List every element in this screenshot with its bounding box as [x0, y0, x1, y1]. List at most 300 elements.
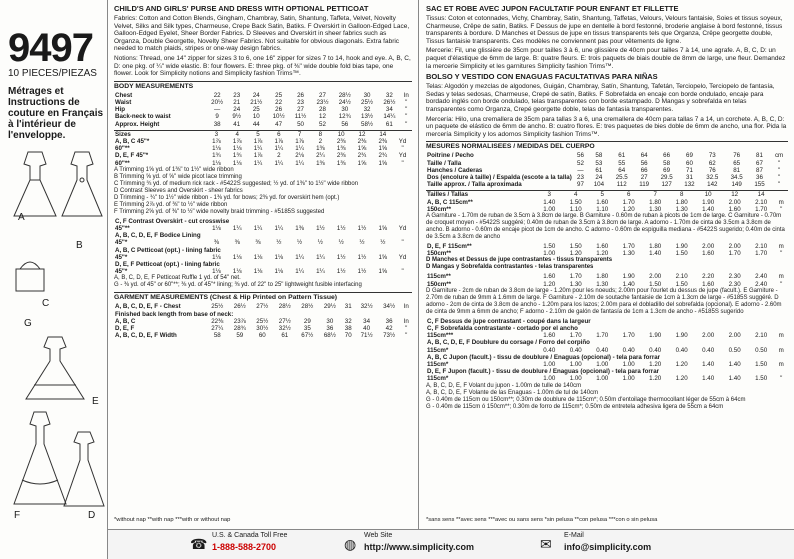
taille-cell: 4 [574, 191, 578, 199]
value-cell: 70 [344, 332, 352, 340]
value-cell: 1.20 [675, 375, 688, 383]
measurement-row [114, 332, 412, 339]
figure-label-b: B [76, 240, 83, 251]
value-cell: 1.70 [622, 198, 635, 206]
value-cell: 2¼ [316, 152, 325, 160]
taille-cell: 14 [757, 191, 765, 199]
value-cell: 68½ [323, 332, 336, 340]
mail-icon: ✉ [540, 536, 552, 552]
figure-label-f: F [14, 510, 21, 521]
measurement-row [114, 106, 412, 113]
measurement-row [426, 167, 788, 174]
d-manches-note: D Manches et Dessus de jupe contrastantes - tissus transparents [426, 257, 613, 264]
row-label: 60"** [115, 145, 130, 153]
value-cell: 1.00 [569, 375, 582, 383]
value-cell: 12 [319, 113, 326, 121]
value-cell: 65 [733, 159, 741, 167]
value-cell: 1.90 [622, 273, 635, 281]
value-cell: 132 [684, 181, 695, 189]
value-cell: 1.60 [596, 198, 609, 206]
value-cell: 2.00 [702, 332, 715, 340]
value-cell: 149 [731, 181, 742, 189]
value-cell: 41 [233, 120, 241, 128]
value-cell: 1.20 [649, 360, 662, 368]
value-cell: 71½ [360, 332, 373, 340]
row-label: C, F Contrast Overskirt - cut crosswise [115, 217, 230, 225]
row-label: 115cm* [427, 346, 449, 354]
row-label: Hanches / Caderas [427, 166, 483, 174]
pattern-number: 9497 [8, 26, 93, 70]
value-cell: 23⅞ [233, 317, 246, 325]
value-cell: 58 [663, 159, 671, 167]
garment-measurements-table [114, 303, 412, 339]
value-cell: 25 [252, 106, 260, 114]
garment-measurements-header: GARMENT MEASUREMENTS (Chest & Hip Printed on Pattern Tissue) [114, 292, 412, 301]
row-label: 45"* [115, 268, 128, 276]
value-cell: — [214, 106, 221, 114]
taille-cell: 12 [731, 191, 739, 199]
size-cell: 5 [256, 130, 260, 138]
value-cell: 1.80 [596, 273, 609, 281]
value-cell: 32 [385, 91, 393, 99]
value-cell: 1.40 [543, 198, 556, 206]
value-cell: 1⅛ [274, 253, 284, 261]
value-cell: 1⅞ [232, 137, 242, 145]
value-cell: ⅜ [234, 239, 240, 247]
value-cell: 23 [297, 98, 304, 106]
value-cell: 119 [639, 181, 650, 189]
value-cell: 1.80 [649, 198, 662, 206]
value-cell: 0.40 [675, 346, 688, 354]
value-cell: 29½ [323, 303, 336, 311]
value-cell: 34 [385, 106, 393, 114]
value-cell: 21½ [250, 98, 263, 106]
value-cell: 1.50 [755, 375, 768, 383]
value-cell: 1⅜ [316, 159, 325, 167]
value-cell: 1.90 [675, 332, 688, 340]
value-cell: 23 [577, 173, 584, 181]
value-cell: 1.60 [702, 250, 715, 258]
value-cell: 2.40 [755, 273, 768, 281]
value-cell: 1.60 [728, 205, 741, 213]
measurement-row [114, 160, 412, 167]
value-cell: 30½ [256, 325, 269, 333]
value-cell: " [777, 166, 781, 174]
row-label: Poitrine / Pecho [427, 152, 474, 160]
value-cell: 1.10 [596, 205, 609, 213]
value-cell: 1¼ [274, 224, 284, 232]
value-cell: " [780, 250, 783, 258]
value-cell: 1.40 [622, 280, 635, 288]
d-contrast-table [426, 273, 788, 287]
value-cell: " [780, 280, 783, 288]
tailles-label: Tailles / Tallas [427, 191, 469, 199]
value-cell: m [778, 346, 784, 354]
value-cell: " [780, 375, 783, 383]
value-cell: 1⅝ [357, 159, 367, 167]
dress-e-drawing [20, 335, 90, 405]
value-cell: 1.70 [569, 332, 582, 340]
contrast-table [114, 218, 412, 276]
measurement-row [426, 281, 788, 288]
value-cell: 76 [708, 166, 716, 174]
value-cell: 34 [363, 317, 371, 325]
value-cell: 1⅜ [336, 145, 346, 153]
value-cell: 71 [686, 166, 693, 174]
g-note-fr: G - 0.40m de 115cm ou 150cm**; 0.30m de doublure de 115cm*; 0.50m d'entoilage thermocollant léger de 55cm à 64cm [426, 396, 746, 403]
value-cell: 1¼ [295, 159, 304, 167]
value-cell: 1.40 [702, 375, 715, 383]
value-cell: 27¼ [211, 325, 224, 333]
value-cell: 1¼ [232, 224, 242, 232]
phone-number[interactable]: 1-888-588-2700 [212, 542, 277, 552]
tailles-row [426, 191, 788, 199]
value-cell: 1.70 [596, 332, 609, 340]
value-cell: 1.60 [543, 273, 556, 281]
value-cell: 2⅜ [336, 137, 346, 145]
value-cell: 2 [277, 152, 281, 160]
value-cell: 61 [595, 166, 603, 174]
value-cell: 27½ [256, 303, 269, 311]
value-cell: 1.00 [543, 205, 556, 213]
row-label: Chest [115, 91, 133, 99]
dress-a-drawing [10, 150, 60, 220]
value-cell: 1.70 [622, 332, 635, 340]
value-cell: 24 [595, 173, 603, 181]
value-cell: 1.20 [622, 205, 635, 213]
ruffle-note: A, B, C, D, E, F Petticoat Ruffle 1 yd. of 54" net. [114, 275, 241, 282]
value-cell: 1⅞ [274, 137, 284, 145]
value-cell: ½ [276, 239, 282, 247]
value-cell: 73 [708, 152, 716, 160]
value-cell: 31 [344, 303, 352, 311]
value-cell: " [405, 325, 408, 333]
value-cell: " [777, 173, 781, 181]
english-title: CHILD'S AND GIRLS' PURSE AND DRESS WITH OPTIONAL PETTICOAT [114, 4, 369, 13]
dress-d-drawing [62, 430, 106, 510]
value-cell: 1.20 [649, 375, 662, 383]
value-cell: 1.20 [675, 360, 688, 368]
value-cell: 1.80 [649, 242, 662, 250]
value-cell: 12¾ [338, 113, 351, 121]
value-cell: 29.5 [660, 173, 673, 181]
taille-cell: 10 [704, 191, 712, 199]
value-cell: In [403, 91, 409, 99]
value-cell: 67 [756, 159, 763, 167]
row-label: D, E, F [115, 325, 135, 333]
value-cell: 47 [275, 120, 283, 128]
measurement-row [114, 113, 412, 120]
english-footnote: *without nap **with nap ***with or without nap [114, 517, 231, 523]
value-cell: 1¼ [274, 159, 284, 167]
value-cell: ⅜ [255, 239, 261, 247]
value-cell: 1.50 [569, 198, 582, 206]
value-cell: 1.50 [675, 280, 688, 288]
trim-note: F Trimming 2⅝ yd. of ⅜" to ½" wide novelty braid trimming - #5185S suggested [114, 208, 325, 215]
value-cell: In [403, 303, 409, 311]
value-cell: 22 [275, 98, 283, 106]
value-cell: 36 [756, 173, 763, 181]
value-cell: 1.30 [622, 250, 635, 258]
value-cell: 9½ [232, 113, 242, 121]
value-cell: 2 [318, 137, 323, 145]
value-cell: 0.40 [702, 346, 715, 354]
value-cell: 61 [281, 332, 289, 340]
value-cell: 27 [319, 91, 326, 99]
value-cell: 73½ [383, 332, 396, 340]
value-cell: 1.90 [649, 332, 662, 340]
measurement-row [114, 152, 412, 159]
value-cell: 1.70 [569, 273, 582, 281]
value-cell: 69 [663, 166, 671, 174]
value-cell: 1½ [336, 253, 346, 261]
measurement-row [114, 325, 412, 332]
row-label: 45"* [115, 239, 128, 247]
value-cell: 1⅝ [378, 224, 388, 232]
measurement-row [114, 225, 412, 232]
mail-link[interactable]: info@simplicity.com [564, 542, 652, 552]
mail-label: E-Mail [564, 532, 584, 539]
value-cell: 2¾ [378, 152, 388, 160]
value-cell: 1.20 [543, 280, 556, 288]
value-cell: 27½ [278, 317, 291, 325]
measurement-row [114, 138, 412, 145]
value-cell: 34½ [383, 303, 396, 311]
size-cell: 6 [277, 130, 281, 138]
value-cell: 1.60 [596, 242, 609, 250]
value-cell: 13½ [361, 113, 374, 121]
value-cell: 1⅛ [253, 253, 263, 261]
row-label: 115cm* [427, 375, 449, 383]
value-cell: 42 [385, 325, 393, 333]
value-cell: 1.00 [543, 375, 556, 383]
value-cell: 1⅛ [212, 253, 221, 261]
def-table [426, 243, 788, 257]
value-cell: 30 [363, 91, 371, 99]
value-cell: In [403, 317, 409, 325]
trim-notes [114, 167, 412, 216]
value-cell: Yd [398, 253, 407, 261]
value-cell: 24 [252, 91, 260, 99]
value-cell: 64 [618, 166, 626, 174]
value-cell: " [405, 98, 408, 106]
value-cell: ½ [338, 239, 344, 247]
trim-note: E Trimming 2⅞ yd. of ⅜" to ½" wide ribbon [114, 201, 228, 208]
value-cell: 62 [708, 159, 716, 167]
measurement-row [426, 160, 788, 167]
value-cell: 1.30 [596, 280, 609, 288]
value-cell: 1⅝ [378, 145, 388, 153]
row-label: Taille / Talla [427, 159, 462, 167]
value-cell: 2⅛ [295, 152, 304, 160]
row-label: A, B, C, D, E, F Width [115, 332, 177, 340]
value-cell: 32 [344, 317, 352, 325]
value-cell: 60 [258, 332, 266, 340]
measurement-row [426, 368, 788, 375]
value-cell: 1¼ [253, 224, 263, 232]
value-cell: 1⅛ [232, 268, 242, 276]
value-cell: 21 [233, 98, 241, 106]
value-cell: 10½ [272, 113, 285, 121]
value-cell: 28½ [278, 303, 291, 311]
value-cell: 1.60 [702, 280, 715, 288]
value-cell: 2.10 [675, 273, 688, 281]
tissus-text: Tissus: Coton et cotonnades, Vichy, Chambray, Satin, Shantung, Taffetas, Velours, Velours fantaisie, Soies et tissus soyeux, Charmeuse, Crêpe de satin, Batiks. F Dessus de jupe en dentelle à bord festonné, broderie anglaise à bord festonné, tissus transparents à bordure. D Manches et Dessus de jupe en tissus transparents tels que Organza, Crêpe georgette double, Tissus fantaisie transparents. Ces modèles ne conviennent pas pour vêtements de ligne. [426, 15, 783, 45]
english-column [108, 0, 419, 559]
value-cell: 31 [686, 173, 693, 181]
value-cell: 56 [341, 120, 349, 128]
size-cell: 10 [337, 130, 345, 138]
value-cell: 1¾ [232, 152, 242, 160]
value-cell: 1¼ [274, 145, 284, 153]
row-label: D, E, F Petticoat (opt.) - lining fabric [115, 261, 220, 268]
value-cell: ½ [317, 239, 323, 247]
value-cell: 36 [326, 325, 334, 333]
value-cell: 0.40 [543, 346, 556, 354]
value-cell: ½ [297, 239, 303, 247]
value-cell: 64 [640, 152, 648, 160]
value-cell: 0.40 [596, 346, 609, 354]
value-cell: 1¼ [295, 253, 304, 261]
value-cell: 1⅜ [295, 224, 304, 232]
row-label: 60"** [115, 159, 130, 167]
measurement-row [426, 199, 788, 206]
value-cell: 1.50 [675, 250, 688, 258]
sizes-row [114, 130, 412, 138]
value-cell: 32½ [278, 325, 291, 333]
value-cell: 1½ [316, 224, 325, 232]
value-cell: 27 [640, 173, 648, 181]
interfacing-note: G - ⅜ yd. of 45" or 60"**; ⅜ yd. of 45"* lining; ⅜ yd. of 22" to 25" lightweight fusible interfacing [114, 282, 362, 289]
size-cell: 12 [358, 130, 366, 138]
row-label: Hip [115, 106, 125, 114]
measurement-row [114, 247, 412, 254]
value-cell: 76 [733, 152, 741, 160]
value-cell: 142 [707, 181, 718, 189]
value-cell: m [778, 332, 784, 340]
web-link[interactable]: http://www.simplicity.com [364, 542, 475, 552]
row-label: Waist [115, 98, 132, 106]
value-cell: 1¼ [253, 159, 263, 167]
row-label: A, B, C Jupon (facult.) - tissu de doublure / Enaguas (opcional) - tela para forrar [427, 353, 661, 361]
value-cell: 26 [297, 91, 304, 99]
value-cell: 2.10 [755, 242, 768, 250]
value-cell: 2.30 [728, 273, 741, 281]
value-cell: 1⅛ [232, 145, 242, 153]
value-cell: 1.40 [728, 360, 741, 368]
value-cell: 30 [326, 317, 334, 325]
value-cell: 1.30 [569, 280, 582, 288]
volant-note-es: A, B, C, D, E, F Volante de las Enaguas - 1.00m de tul de 140cm [426, 389, 599, 396]
measurement-row [114, 254, 412, 261]
row-label: C, F Dessus de jupe contrastant - coupé dans la largeur [427, 317, 591, 325]
value-cell: 1⅛ [212, 159, 221, 167]
value-cell: " [401, 239, 404, 247]
metric-yardage-table [426, 190, 788, 213]
value-cell: 56 [577, 152, 584, 160]
value-cell: 0.40 [649, 346, 662, 354]
trim-note: B Trimming ⅝ yd. of ⅝" wide picot lace trimming [114, 173, 242, 180]
pieces-count: 10 PIECES/PIEZAS [8, 68, 97, 79]
measurement-row [426, 273, 788, 280]
value-cell: 1⅞ [295, 137, 304, 145]
value-cell: 59 [236, 332, 244, 340]
size-cell: 14 [379, 130, 387, 138]
value-cell: 1⅝ [357, 145, 367, 153]
value-cell: 2.20 [702, 273, 715, 281]
taille-cell: 7 [653, 191, 657, 199]
trim-note: C Trimming ¾ yd. of medium rick rack - #5422S suggested; ½ yd. of 1⅜" to 1½" wide ribbon [114, 180, 359, 187]
row-label: A, B, C [115, 317, 136, 325]
metric-contrast-table [426, 318, 788, 383]
value-cell: 1½ [357, 268, 367, 276]
measurement-row [426, 325, 788, 332]
french-spanish-column [420, 0, 794, 559]
value-cell: 1.00 [596, 375, 609, 383]
value-cell: 2.00 [728, 332, 741, 340]
measurement-row [114, 261, 412, 268]
value-cell: 1⅛ [212, 145, 221, 153]
value-cell: 61 [618, 152, 626, 160]
telas-text: Telas: Algodón y mezclas de algodones, Guigán, Chambray, Satín, Shantung, Tafetán, Terciopelo, Terciopelo de fantasía, Sedas y telas sedosas, Charmeuse, Crepé de satín, Batiks. F Sobrefalda en encaje con borde ondulado, encaje para bordado inglés con borde ondulado, telas transparentes con borde estampado. D Mangas y sobrefalda en telas transparentes como Organza, Crepé georgette doble, telas de fantasía transparentes. [426, 83, 775, 113]
value-cell: " [405, 113, 408, 121]
trim-note: D Contrast Sleeves and Overskirt - sheer fabrics [114, 187, 243, 194]
measurement-row [426, 243, 788, 250]
value-cell: 66 [640, 166, 648, 174]
value-cell: Yd [398, 137, 407, 145]
size-cell: 8 [318, 130, 323, 138]
spanish-title: BOLSO Y VESTIDO CON ENAGUAS FACULTATIVAS PARA NIÑAS [426, 72, 658, 82]
value-cell: cm [774, 152, 784, 160]
value-cell: ½ [380, 239, 386, 247]
measurement-row [426, 174, 788, 181]
value-cell: 155 [754, 181, 765, 189]
value-cell: 1.90 [675, 242, 688, 250]
value-cell: m [778, 360, 784, 368]
value-cell: 25 [275, 91, 283, 99]
value-cell: " [780, 205, 783, 213]
figure-label-e: E [92, 396, 99, 407]
value-cell: 25½ [361, 98, 374, 106]
value-cell: 1¼ [316, 268, 325, 276]
value-cell: 2¾ [357, 152, 367, 160]
measurement-row [426, 206, 788, 213]
measurement-row [426, 152, 788, 159]
value-cell: 1.50 [755, 360, 768, 368]
value-cell: 97 [577, 181, 584, 189]
row-label: Approx. Height [115, 120, 160, 128]
row-label: 150cm** [427, 205, 452, 213]
value-cell: 1.70 [755, 205, 768, 213]
web-label: Web Site [364, 532, 393, 539]
measurement-row [114, 239, 412, 246]
value-cell: 1.90 [702, 198, 715, 206]
value-cell: 23½ [316, 98, 329, 106]
value-cell: 1⅞ [253, 152, 263, 160]
french-instructions-note: Métrages et Instructions de couture en Français à l'intérieur de l'enveloppe. [8, 86, 104, 141]
value-cell: 27 [297, 106, 304, 114]
value-cell: 1⅛ [212, 224, 221, 232]
measurement-row [114, 218, 412, 225]
sizes-label: Sizes [115, 130, 131, 138]
taille-cell: 3 [547, 191, 551, 199]
value-cell: 81 [756, 152, 763, 160]
value-cell: 44 [252, 120, 260, 128]
value-cell: 1.50 [569, 242, 582, 250]
value-cell: 32½ [360, 303, 373, 311]
dress-f-drawing [10, 410, 70, 510]
value-cell: 14¼ [383, 113, 396, 121]
